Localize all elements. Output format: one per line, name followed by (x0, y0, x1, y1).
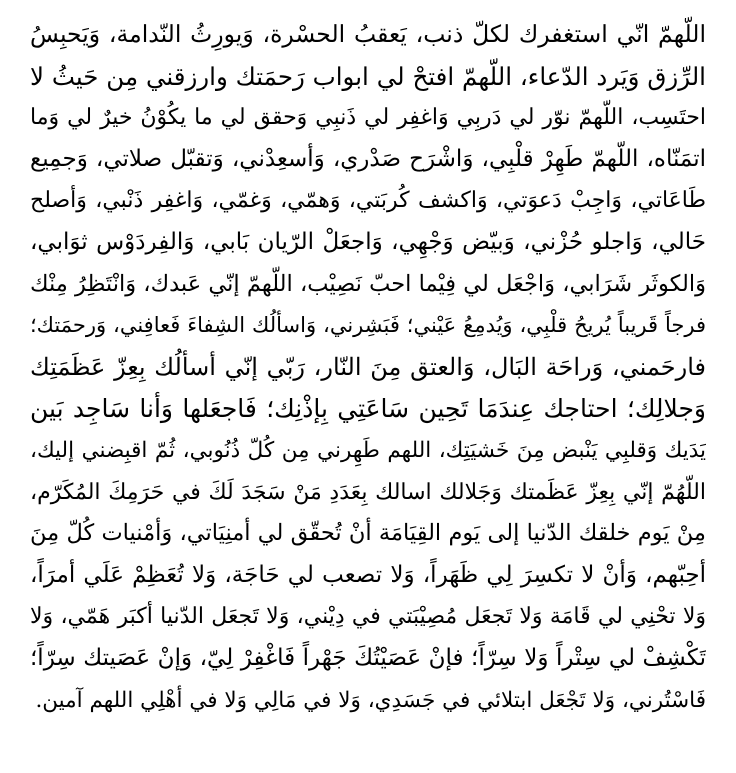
text-line: يَدَيك وَقلبِي يَنْبض مِنَ خَشيَتِك، اللهم طَهِرني مِن كُلّ ذُنُوبي، ثُمّ اقبِضني إليك، (30, 437, 706, 463)
text-line: وَجلالِك؛ احتاجك عِندَمَا تَحِين سَاعَتِي بِإذْنِك؛ فَاجعَلها وَأنا سَاجِد بَين (30, 394, 706, 424)
text-line: أحِبّهم، وَأنْ لا تكسِرَ لِي ظَهَراً، وَلا تصعب لي حَاجَة، وَلا تُعَظِمْ عَلَي أمرَاً، (30, 561, 706, 588)
text-line: مِنْ يَوم خلقك الدّنيا إلى يَوم القِيَامَة أنْ تُحقّق لي أمنِيَاتي، وَأمْنيات كُلّ مِنَ (30, 520, 706, 547)
text-line: اتمَنّاه، اللّهمّ طَهِرْ قلْبِي، وَاشْرَح صَدْري، وَأسعِدْني، وَتقبّل صلاتي، وَجمِيع (30, 145, 706, 172)
text-line: حَالي، وَاجلو حُزْني، وَبيّض وَجْهِي، وَاجعَلْ الرّيان بَابي، وَالفِردَوْس ثوَابي، (30, 228, 706, 255)
text-line: وَلا تحْنِي لي قَامَة وَلا تَجعَل مُصِيْبَتي في دِيْني، وَلا تَجعَل الدّنيا أكبَر هَمّي، وَلا (30, 604, 706, 630)
text-line: احتَسِب، اللّهمّ نوّر لي دَربِي وَاغفِر لي ذَنبِي وَحقق لي ما يكُوْنُ خيرٌ لي وَما (30, 105, 706, 131)
text-line: وَالكوثَر شَرَابي، وَاجْعَل لي فِيْما احبّ نَصِيْب، اللّهمّ إنّي عَبدك، وَانْتَظِرُ مِنْك (30, 270, 706, 297)
text-line: فرجاً قَريباً يُريحُ قلْبِي، وَيُدمِعُ عَيْني؛ فَبَشِرني، وَاسألُك الشِفاءَ فَعافِني، وَرحمَتك؛ (30, 313, 706, 338)
text-line: تَكْشِفْ لي سِتْراً وَلا سِرّاً؛ فإنْ عَصَيْتُكَ جَهْراً فَاغْفِرْ لِيّ، وَإنْ عَصَيتك سِرّاً؛ (30, 644, 706, 671)
text-line: اللّهُمّ إنّي بِعِزّ عَظَمتك وَجَلالك اسالك بِعَدَدِ مَنْ سَجَدَ لَكَ في حَرَمِكَ المُكَرّم، (30, 479, 706, 505)
text-line: اللّهمّ انّي استغفرك لكلّ ذنب، يَعقبُ الحسْرة، وَيورِثُ النّدامة، وَيَحبِسُ (30, 20, 706, 48)
text-line: فارحَمني، وَراحَة البَال، وَالعتق مِنَ النّار، رَبّي إنّي أسألُك بِعِزّ عَظَمَتِك (30, 352, 706, 381)
prayer-text-block (30, 14, 706, 721)
text-line: الرِّزق وَيَرد الدّعاء، اللّهمّ افتحْ لي ابواب رَحمَتك وارزقني مِن حَيثُ لا (30, 61, 706, 91)
text-line: فَاسْتُرني، وَلا تَجْعَل ابتلائي في جَسَدِي، وَلا في مَالِي وَلا في أهْلِي اللهم آمين. (35, 687, 706, 713)
text-line: طَاعَاتي، وَاجِبْ دَعوَتي، وَاكشف كُربَتي، وَهمّي، وَغمّي، وَاغفِر ذَنْبي، وَأصلح (30, 188, 706, 214)
